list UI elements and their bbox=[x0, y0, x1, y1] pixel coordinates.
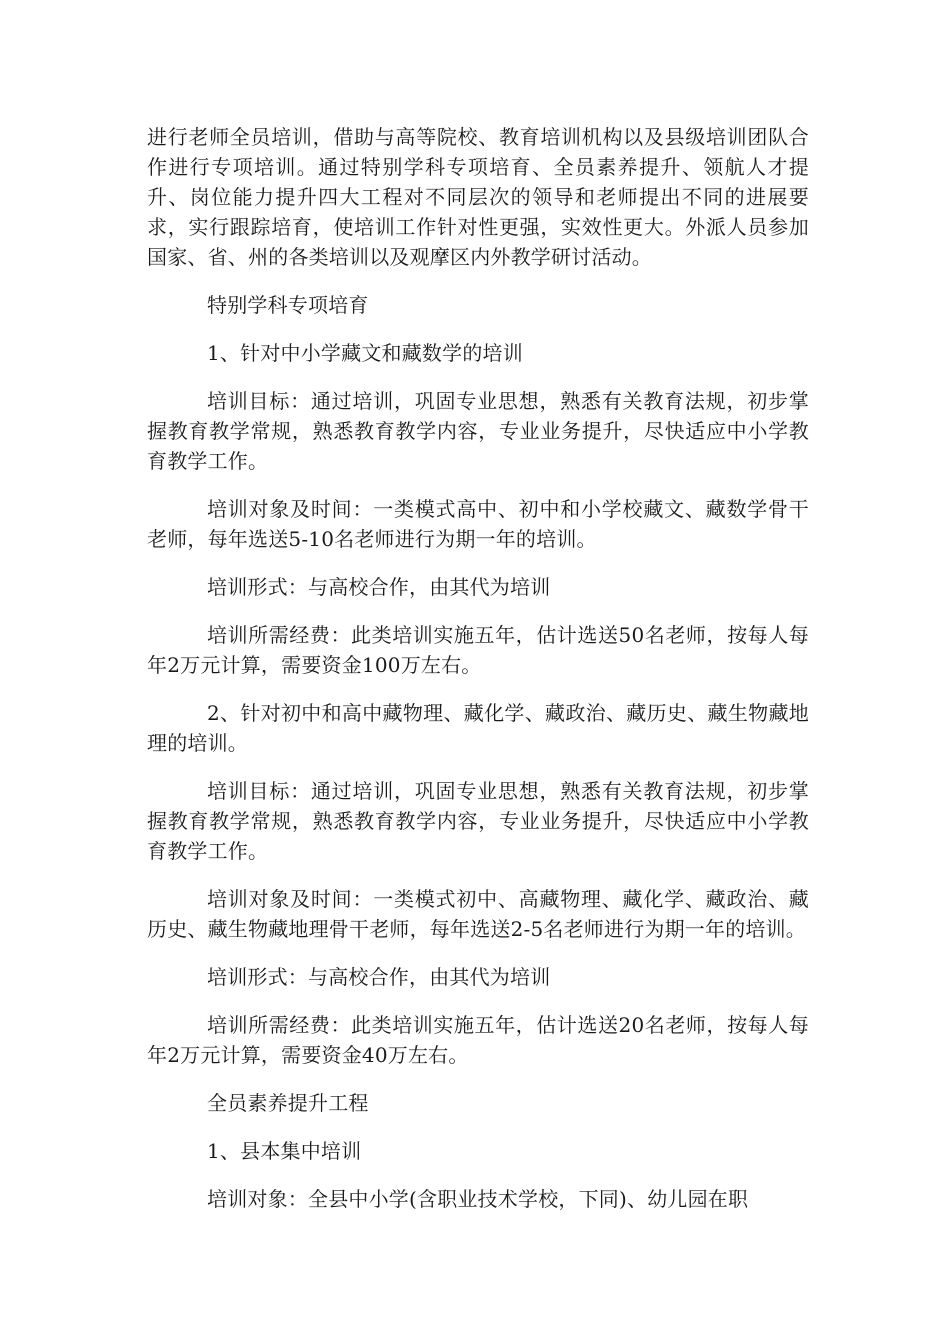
paragraph-training-budget-1: 培训所需经费：此类培训实施五年，估计选送50名老师，按每人每年2万元计算，需要资金100万左右。 bbox=[147, 623, 809, 677]
paragraph-training-target-2: 培训对象及时间：一类模式初中、高藏物理、藏化学、藏政治、藏历史、藏生物藏地理骨干老师，每年选送2-5名老师进行为期一年的培训。 bbox=[147, 887, 809, 941]
subsection-heading-2: 2、针对初中和高中藏物理、藏化学、藏政治、藏历史、藏生物藏地理的培训。 bbox=[147, 701, 809, 755]
paragraph-training-target-1: 培训对象及时间：一类模式高中、初中和小学校藏文、藏数学骨干老师，每年选送5-10名老师进行为期一年的培训。 bbox=[147, 497, 809, 551]
paragraph-training-goal-1: 培训目标：通过培训，巩固专业思想，熟悉有关教育法规，初步掌握教育教学常规，熟悉教育教学内容，专业业务提升，尽快适应中小学教育教学工作。 bbox=[147, 389, 809, 473]
paragraph-training-target-county: 培训对象：全县中小学(含职业技术学校，下同)、幼儿园在职 bbox=[207, 1187, 749, 1211]
paragraph-training-form-2: 培训形式：与高校合作，由其代为培训 bbox=[207, 965, 551, 989]
document-body bbox=[147, 122, 809, 1232]
paragraph-intro: 进行老师全员培训，借助与高等院校、教育培训机构以及县级培训团队合作进行专项培训。通过特别学科专项培育、全员素养提升、领航人才提升、岗位能力提升四大工程对不同层次的领导和老师提出不同的进展要求，实行跟踪培育，使培训工作针对性更强，实效性更大。外派人员参加国家、省、州的各类培训以及观摩区内外教学研讨活动。 bbox=[147, 125, 809, 269]
subsection-heading-county-training: 1、县本集中培训 bbox=[207, 1139, 362, 1163]
subsection-heading-1: 1、针对中小学藏文和藏数学的培训 bbox=[207, 341, 523, 365]
paragraph-training-form-1: 培训形式：与高校合作，由其代为培训 bbox=[207, 575, 551, 599]
paragraph-training-goal-2: 培训目标：通过培训，巩固专业思想，熟悉有关教育法规，初步掌握教育教学常规，熟悉教育教学内容，专业业务提升，尽快适应中小学教育教学工作。 bbox=[147, 779, 809, 863]
section-heading-special-subjects: 特别学科专项培育 bbox=[207, 293, 369, 317]
paragraph-training-budget-2: 培训所需经费：此类培训实施五年，估计选送20名老师，按每人每年2万元计算，需要资金40万左右。 bbox=[147, 1013, 809, 1067]
section-heading-all-staff: 全员素养提升工程 bbox=[207, 1091, 369, 1115]
